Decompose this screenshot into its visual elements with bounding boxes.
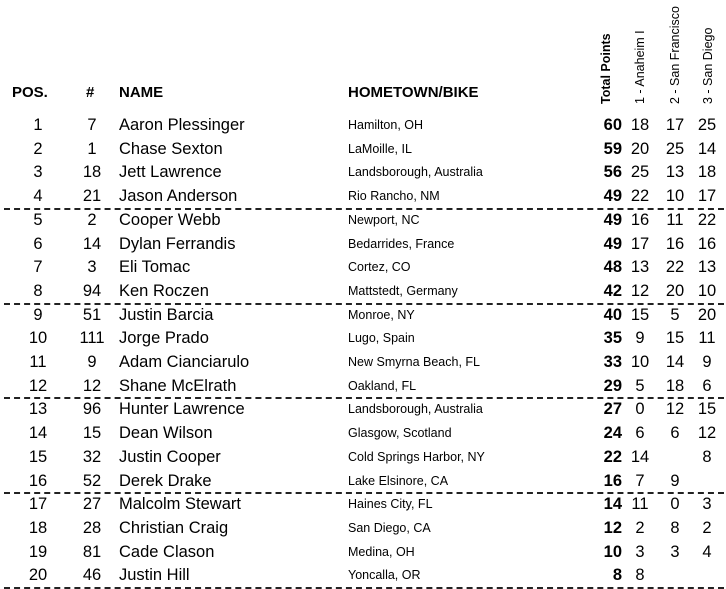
row-hometown: Yoncalla, OR [348,568,421,583]
row-position: 5 [33,210,43,229]
row-round-2-points: 12 [665,400,685,419]
row-hometown: Monroe, NY [348,307,415,322]
table-row [0,208,726,232]
row-total-points: 49 [603,210,622,229]
row-position: 14 [28,424,48,443]
row-hometown: Mattstedt, Germany [348,283,458,298]
row-total-points: 29 [603,376,622,395]
row-hometown: Haines City, FL [348,497,433,512]
row-number: 28 [82,518,102,537]
row-number: 81 [82,542,102,561]
row-total-points: 22 [603,447,622,466]
row-position: 18 [28,518,48,537]
row-position: 6 [33,234,43,253]
row-position: 15 [28,447,48,466]
table-row [0,350,726,374]
row-round-3-points: 9 [702,353,712,371]
row-number: 14 [82,234,102,253]
row-round-3-points: 17 [697,187,717,206]
row-round-3-points: 3 [702,495,712,514]
row-number: 18 [82,163,102,182]
row-rider-name: Dean Wilson [119,424,213,443]
row-rider-name: Jett Lawrence [119,163,222,182]
row-hometown: Landsborough, Australia [348,402,483,417]
row-round-3-points: 15 [697,400,717,419]
row-rider-name: Dylan Ferrandis [119,234,236,253]
row-number: 12 [82,376,102,395]
row-total-points: 33 [603,353,622,371]
row-number: 52 [82,471,102,490]
row-rider-name: Hunter Lawrence [119,400,245,419]
row-round-2-points: 16 [665,234,685,253]
row-total-points: 12 [603,518,622,537]
row-hometown: Hamilton, OH [348,118,424,132]
row-hometown: Rio Rancho, NM [348,189,440,204]
row-hometown: San Diego, CA [348,520,431,535]
row-rider-name: Eli Tomac [119,258,191,277]
row-rider-name: Jorge Prado [119,329,209,348]
row-round-3-points: 22 [697,210,717,229]
row-number: 51 [82,305,102,324]
row-total-points: 16 [603,471,622,490]
row-rider-name: Justin Cooper [119,447,221,466]
row-round-3-points: 13 [697,258,717,277]
row-hometown: Newport, NC [348,212,420,227]
row-total-points: 10 [603,542,622,561]
header-pos: POS. [12,84,48,101]
row-position: 11 [29,353,47,371]
row-round-1-points: 10 [630,353,650,371]
row-position: 7 [33,258,43,277]
table-row [0,137,726,161]
row-rider-name: Cooper Webb [119,210,221,229]
row-round-2-points: 5 [670,305,680,324]
table-row [0,160,726,184]
row-hometown: Lake Elsinore, CA [348,473,449,488]
row-round-2-points: 20 [665,281,685,300]
row-total-points: 56 [603,163,622,182]
row-round-3-points: 8 [702,447,712,466]
row-round-1-points: 15 [630,305,650,324]
row-hometown: Cold Springs Harbor, NY [348,449,485,464]
row-round-1-points: 5 [635,376,645,395]
row-round-3-points: 2 [702,518,712,537]
row-round-1-points: 11 [631,495,649,514]
row-round-3-points: 16 [697,234,717,253]
row-position: 20 [28,566,48,585]
row-round-1-points: 14 [630,447,650,466]
row-position: 1 [33,116,43,134]
table-row [0,492,726,516]
row-number: 27 [82,495,102,514]
row-round-1-points: 6 [635,424,645,443]
row-round-3-points: 6 [702,376,712,395]
row-round-1-points: 8 [635,566,645,585]
header-name: NAME [119,84,164,101]
row-rider-name: Jason Anderson [119,187,238,206]
row-rider-name: Aaron Plessinger [119,116,245,134]
row-position: 19 [28,542,48,561]
row-hometown: New Smyrna Beach, FL [348,355,480,369]
row-round-1-points: 9 [635,329,645,348]
row-total-points: 14 [603,495,622,514]
table-row [0,303,726,327]
row-round-1-points: 17 [630,234,650,253]
row-round-2-points: 11 [666,210,684,229]
header-hometown: HOMETOWN/BIKE [348,84,479,101]
row-round-2-points: 0 [670,495,680,514]
row-rider-name: Cade Clason [119,542,215,561]
row-rider-name: Justin Hill [119,566,190,585]
row-rider-name: Malcolm Stewart [119,495,241,514]
row-position: 3 [33,163,43,182]
row-round-3-points: 11 [698,329,716,348]
row-round-1-points: 2 [635,518,645,537]
row-round-3-points: 20 [697,305,717,324]
row-round-3-points: 4 [702,542,712,561]
table-row [0,326,726,350]
row-position: 17 [28,495,48,514]
row-hometown: LaMoille, IL [348,141,412,156]
row-round-1-points: 25 [630,163,650,182]
row-round-2-points: 8 [670,518,680,537]
table-row [0,563,726,587]
row-number: 96 [82,400,102,419]
row-hometown: Glasgow, Scotland [348,426,452,441]
row-rider-name: Chase Sexton [119,139,223,158]
row-round-3-points: 25 [697,116,717,134]
row-round-2-points: 14 [665,353,685,371]
table-row [0,113,726,137]
row-round-2-points: 17 [665,116,685,134]
row-rider-name: Christian Craig [119,518,229,537]
row-number: 7 [87,116,97,134]
row-position: 13 [28,400,48,419]
row-round-3-points: 18 [697,163,717,182]
row-round-1-points: 22 [630,187,650,206]
row-round-1-points: 3 [635,542,645,561]
row-position: 10 [28,329,48,348]
row-round-2-points: 18 [665,376,685,395]
row-round-3-points: 12 [697,424,717,443]
row-total-points: 40 [603,305,622,324]
row-total-points: 42 [603,281,622,300]
table-row [0,232,726,256]
row-round-2-points: 22 [665,258,685,277]
row-hometown: Lugo, Spain [348,331,415,346]
row-round-2-points: 25 [665,139,685,158]
header-total-points: Total Points [599,33,613,104]
row-hometown: Landsborough, Australia [348,165,483,180]
row-number: 1 [87,139,97,158]
table-row [0,540,726,564]
row-round-1-points: 18 [630,116,650,134]
row-number: 94 [82,281,102,300]
header-round-2: 2 - San Francisco [668,6,682,104]
row-number: 46 [82,566,102,585]
row-round-2-points: 3 [670,542,680,561]
row-hometown: Medina, OH [348,544,415,559]
row-number: 15 [82,424,102,443]
row-total-points: 24 [603,424,622,443]
row-round-2-points: 10 [665,187,685,206]
table-row [0,279,726,303]
table-row [0,445,726,469]
row-total-points: 59 [603,139,622,158]
row-position: 12 [28,376,48,395]
table-row [0,421,726,445]
row-total-points: 60 [603,116,622,134]
row-total-points: 48 [603,258,622,277]
row-round-2-points: 9 [670,471,680,490]
row-round-1-points: 13 [630,258,650,277]
row-number: 111 [79,329,105,348]
header-round-3: 3 - San Diego [701,27,715,104]
row-round-1-points: 7 [635,471,645,490]
row-rider-name: Shane McElrath [119,376,237,395]
row-round-3-points: 14 [697,139,717,158]
row-position: 8 [33,281,43,300]
row-total-points: 35 [603,329,622,348]
table-row [0,516,726,540]
row-round-3-points: 10 [697,281,717,300]
row-round-2-points: 6 [670,424,680,443]
row-number: 3 [87,258,97,277]
row-round-2-points: 15 [665,329,685,348]
row-round-1-points: 12 [630,281,650,300]
table-row [0,469,726,493]
row-number: 9 [87,353,97,371]
row-rider-name: Justin Barcia [119,305,214,324]
row-position: 9 [33,305,43,324]
row-round-1-points: 16 [630,210,650,229]
row-position: 16 [28,471,48,490]
row-round-2-points: 13 [665,163,685,182]
row-total-points: 8 [612,566,622,585]
row-position: 2 [33,139,43,158]
row-hometown: Bedarrides, France [348,236,455,251]
row-total-points: 27 [603,400,622,419]
row-round-1-points: 0 [635,400,645,419]
row-number: 32 [82,447,102,466]
header-number: # [86,84,95,101]
row-rider-name: Adam Cianciarulo [119,353,250,371]
row-number: 21 [82,187,102,206]
table-row [0,255,726,279]
header-round-1: 1 - Anaheim I [633,30,647,104]
row-rider-name: Derek Drake [119,471,212,490]
table-row [0,184,726,208]
table-row [0,374,726,398]
row-total-points: 49 [603,187,622,206]
row-rider-name: Ken Roczen [119,281,209,300]
row-hometown: Cortez, CO [348,260,411,275]
row-round-1-points: 20 [630,139,650,158]
table-row [0,397,726,421]
row-position: 4 [33,187,43,206]
row-number: 2 [87,210,97,229]
row-hometown: Oakland, FL [348,378,417,393]
row-total-points: 49 [603,234,622,253]
